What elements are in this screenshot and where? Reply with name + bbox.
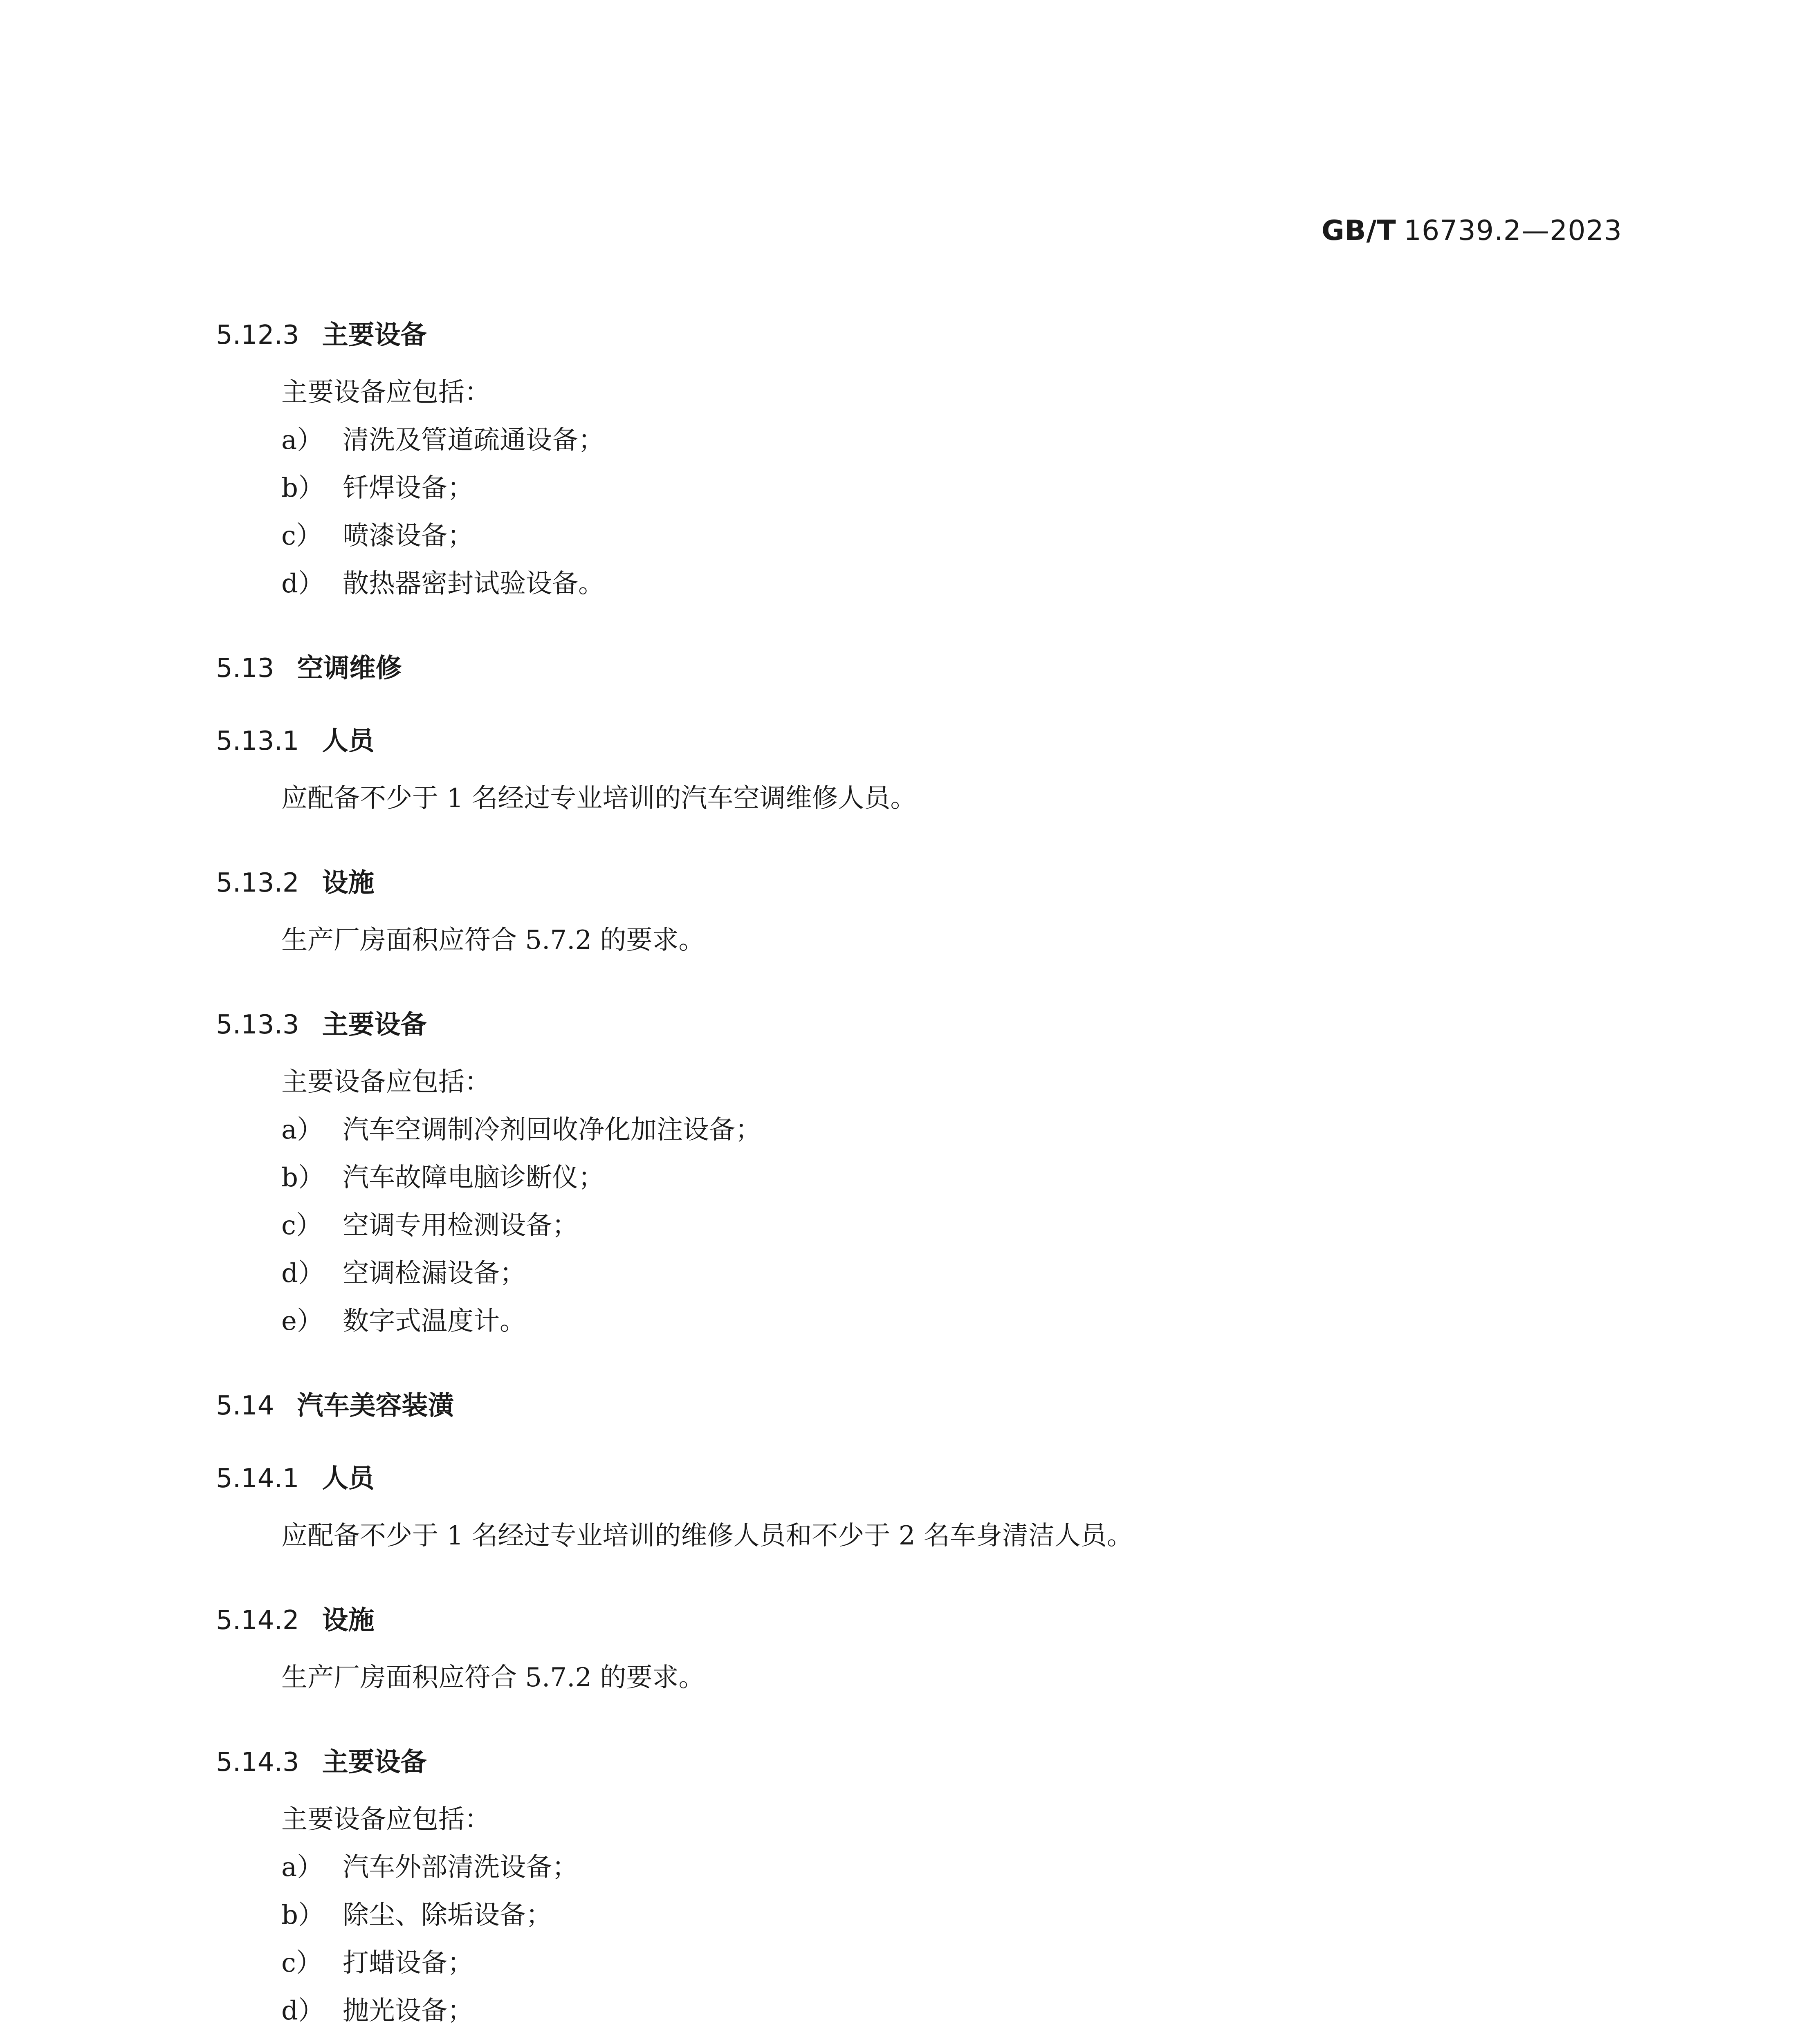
- list-item: [216, 2035, 1647, 2044]
- equipment-list: [216, 1844, 1647, 2044]
- list-marker: b）: [281, 1900, 324, 1930]
- list-item-text: 打蜡设备；: [343, 1948, 474, 1978]
- list-item-text: 喷漆设备；: [343, 521, 474, 551]
- list-item: [216, 1202, 1647, 1250]
- list-item-text: 除尘、除垢设备；: [343, 1900, 552, 1930]
- list-marker: a）: [281, 425, 323, 455]
- list-item: [216, 1106, 1647, 1154]
- section-title: 空调维修: [297, 653, 402, 684]
- equipment-list: [216, 417, 1647, 608]
- section-number: 5.14.1: [216, 1464, 299, 1494]
- section-title: 主要设备: [322, 1747, 427, 1777]
- list-marker: a）: [281, 1852, 323, 1883]
- list-item: [216, 1892, 1647, 1939]
- standard-prefix: GB/T: [1321, 215, 1396, 247]
- section-number: 5.13.1: [216, 726, 299, 756]
- list-item: [216, 464, 1647, 512]
- list-item: [216, 1939, 1647, 1987]
- list-item-text: 数字式温度计。: [343, 1306, 526, 1336]
- section-title: 设施: [322, 868, 375, 898]
- document-body: [216, 320, 1647, 2044]
- equipment-list: [216, 1106, 1647, 1345]
- list-marker: b）: [281, 473, 324, 503]
- list-intro: 主要设备应包括：: [281, 1804, 491, 1835]
- list-item-text: 汽车空调制冷剂回收净化加注设备；: [343, 1115, 761, 1145]
- list-item-text: 空调检漏设备；: [343, 1258, 526, 1289]
- section-heading: [216, 726, 1647, 756]
- list-item-text: 钎焊设备；: [343, 473, 474, 503]
- list-marker: c）: [281, 1210, 322, 1241]
- section-number: 5.13.3: [216, 1010, 299, 1040]
- list-item-text: 抛光设备；: [343, 1996, 474, 2026]
- list-marker: e）: [281, 1306, 323, 1336]
- paragraph: 生产厂房面积应符合 5.7.2 的要求。: [281, 1663, 705, 1693]
- list-item: [216, 1844, 1647, 1892]
- list-marker: c）: [281, 521, 322, 551]
- list-item: [216, 417, 1647, 464]
- section-title: 主要设备: [322, 320, 427, 350]
- list-item: [216, 1250, 1647, 1298]
- section-heading: [216, 868, 1647, 898]
- section-number: 5.14.2: [216, 1605, 299, 1636]
- list-item: [216, 1987, 1647, 2035]
- section-title: 设施: [322, 1605, 375, 1636]
- list-intro: 主要设备应包括：: [281, 1067, 491, 1097]
- list-marker: a）: [281, 1115, 323, 1145]
- section-title: 人员: [322, 1464, 375, 1494]
- section-heading: [216, 1391, 1647, 1421]
- list-marker: d）: [281, 569, 324, 599]
- section-number: 5.14.3: [216, 1747, 299, 1777]
- list-item: [216, 512, 1647, 560]
- section-heading: [216, 1605, 1647, 1636]
- section-number: 5.13.2: [216, 868, 299, 898]
- list-item: [216, 1298, 1647, 1345]
- paragraph: 应配备不少于 1 名经过专业培训的维修人员和不少于 2 名车身清洁人员。: [281, 1521, 1133, 1551]
- paragraph: 应配备不少于 1 名经过专业培训的汽车空调维修人员。: [281, 783, 917, 814]
- list-item-text: 汽车故障电脑诊断仪；: [343, 1163, 604, 1193]
- list-item: [216, 1154, 1647, 1202]
- section-heading: [216, 1464, 1647, 1494]
- list-marker: [281, 2035, 343, 2044]
- paragraph: 生产厂房面积应符合 5.7.2 的要求。: [281, 925, 705, 955]
- list-marker: d）: [281, 1996, 324, 2026]
- list-marker: c）: [281, 1948, 322, 1978]
- section-heading: [216, 320, 1647, 350]
- section-number: 5.14: [216, 1391, 274, 1421]
- section-number: 5.13: [216, 653, 274, 684]
- list-item-text: 清洗及管道疏通设备；: [343, 425, 604, 455]
- list-marker: b）: [281, 1163, 324, 1193]
- section-heading: [216, 1010, 1647, 1040]
- list-item-text: 汽车外部清洗设备；: [343, 1852, 578, 1883]
- standard-code: [1322, 215, 1622, 247]
- section-heading: [216, 653, 1647, 684]
- section-title: 汽车美容装潢: [297, 1391, 454, 1421]
- section-title: 主要设备: [322, 1010, 427, 1040]
- section-number: 5.12.3: [216, 320, 299, 350]
- list-marker: d）: [281, 1258, 324, 1289]
- section-heading: [216, 1747, 1647, 1777]
- list-intro: 主要设备应包括：: [281, 377, 491, 408]
- list-item-text: 空调专用检测设备；: [343, 1210, 578, 1241]
- list-item: [216, 560, 1647, 608]
- section-title: 人员: [322, 726, 375, 756]
- standard-number: 16739.2—2023: [1403, 215, 1622, 247]
- list-item-text: 散热器密封试验设备。: [343, 569, 604, 599]
